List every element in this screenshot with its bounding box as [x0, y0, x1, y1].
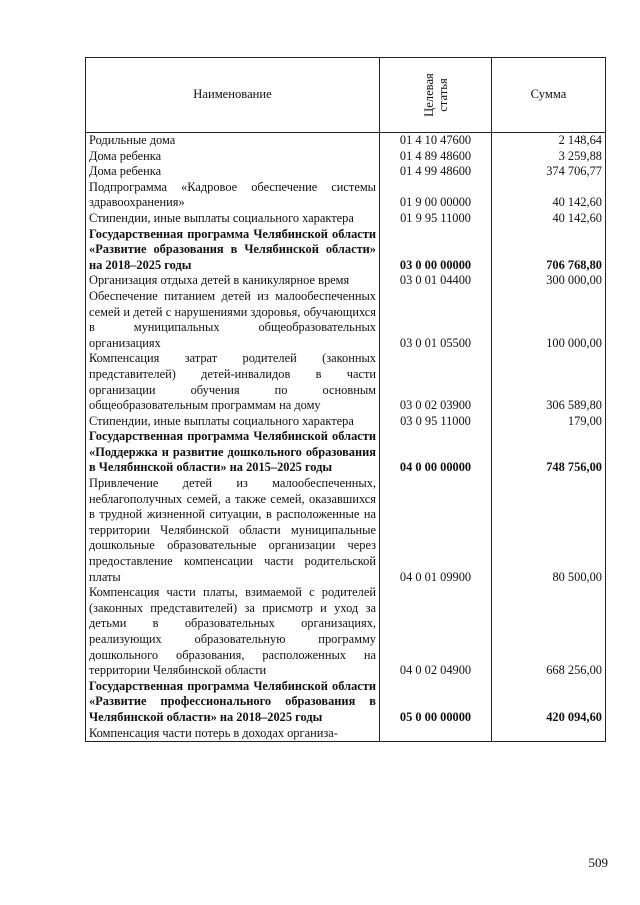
table-row: [86, 429, 606, 476]
table-row: [86, 414, 606, 430]
row-code: 01 4 89 48600: [380, 149, 492, 165]
header-name: Наименование: [86, 58, 380, 133]
table-row: [86, 211, 606, 227]
table-row: [86, 227, 606, 274]
budget-table: [85, 57, 606, 742]
header-code-label: Целевая статья: [421, 73, 450, 117]
row-name: Компенсация части потерь в доходах организа-: [86, 726, 380, 742]
row-code: 03 0 00 00000: [380, 227, 492, 274]
row-code: 01 4 99 48600: [380, 164, 492, 180]
row-sum: 40 142,60: [492, 211, 606, 227]
row-code: 03 0 01 05500: [380, 289, 492, 351]
table-row: [86, 726, 606, 742]
row-name: Дома ребенка: [86, 149, 380, 165]
row-code: 01 9 00 00000: [380, 180, 492, 211]
row-code: 05 0 00 00000: [380, 679, 492, 726]
row-name: Родильные дома: [86, 133, 380, 149]
row-sum: 179,00: [492, 414, 606, 430]
row-code: 01 9 95 11000: [380, 211, 492, 227]
row-name: Стипендии, иные выплаты социального характера: [86, 211, 380, 227]
row-name: Подпрограмма «Кадровое обеспечение системы здравоохранения»: [86, 180, 380, 211]
row-code: 04 0 01 09900: [380, 476, 492, 585]
row-name: Компенсация затрат родителей (законных представителей) детей-инвалидов в части организации обучения по основным общеобразовательным программам на дому: [86, 351, 380, 413]
row-name: Обеспечение питанием детей из малообеспеченных семей и детей с нарушениями здоровья, обучающихся в муниципальных общеобразовательных организациях: [86, 289, 380, 351]
row-sum: 100 000,00: [492, 289, 606, 351]
row-sum: 40 142,60: [492, 180, 606, 211]
row-code: 01 4 10 47600: [380, 133, 492, 149]
table-body: [86, 133, 606, 742]
row-code: 03 0 95 11000: [380, 414, 492, 430]
table-row: [86, 149, 606, 165]
row-name: Привлечение детей из малообеспеченных, неблагополучных семей, а также семей, оказавшихся в трудной жизненной ситуации, в расположенные на территории Челябинской области муниципальные дошкольные образовательные организации через предоставление компенсации части родительской платы: [86, 476, 380, 585]
table-row: [86, 289, 606, 351]
row-code: 03 0 01 04400: [380, 273, 492, 289]
row-sum: 706 768,80: [492, 227, 606, 274]
row-sum: 374 706,77: [492, 164, 606, 180]
page-number: 509: [588, 855, 608, 870]
row-code: 04 0 02 04900: [380, 585, 492, 679]
row-name: Государственная программа Челябинской области «Поддержка и развитие дошкольного образования в Челябинской области» на 2015–2025 годы: [86, 429, 380, 476]
row-sum: 668 256,00: [492, 585, 606, 679]
table-row: [86, 679, 606, 726]
row-name: Стипендии, иные выплаты социального характера: [86, 414, 380, 430]
row-name: Дома ребенка: [86, 164, 380, 180]
row-code: 04 0 00 00000: [380, 429, 492, 476]
table-row: [86, 133, 606, 149]
table-row: [86, 476, 606, 585]
table-row: [86, 585, 606, 679]
row-name: Компенсация части платы, взимаемой с родителей (законных представителей) за присмотр и уход за детьми в образовательных организациях, реализующих образовательную программу дошкольного образования, расположенных на территории Челябинской области: [86, 585, 380, 679]
row-name: Государственная программа Челябинской области «Развитие образования в Челябинской области» на 2018–2025 годы: [86, 227, 380, 274]
row-sum: [492, 726, 606, 742]
row-sum: 2 148,64: [492, 133, 606, 149]
document-page: [85, 57, 605, 742]
row-sum: 420 094,60: [492, 679, 606, 726]
table-header-row: [86, 58, 606, 133]
table-row: [86, 273, 606, 289]
table-row: [86, 164, 606, 180]
row-sum: 80 500,00: [492, 476, 606, 585]
row-name: Организация отдыха детей в каникулярное время: [86, 273, 380, 289]
header-sum: Сумма: [492, 58, 606, 133]
table-row: [86, 351, 606, 413]
table-row: [86, 180, 606, 211]
row-sum: 748 756,00: [492, 429, 606, 476]
row-sum: 306 589,80: [492, 351, 606, 413]
row-sum: 3 259,88: [492, 149, 606, 165]
row-sum: 300 000,00: [492, 273, 606, 289]
row-name: Государственная программа Челябинской области «Развитие профессионального образования в Челябинской области» на 2018–2025 годы: [86, 679, 380, 726]
header-code: [380, 58, 492, 133]
row-code: [380, 726, 492, 742]
row-code: 03 0 02 03900: [380, 351, 492, 413]
